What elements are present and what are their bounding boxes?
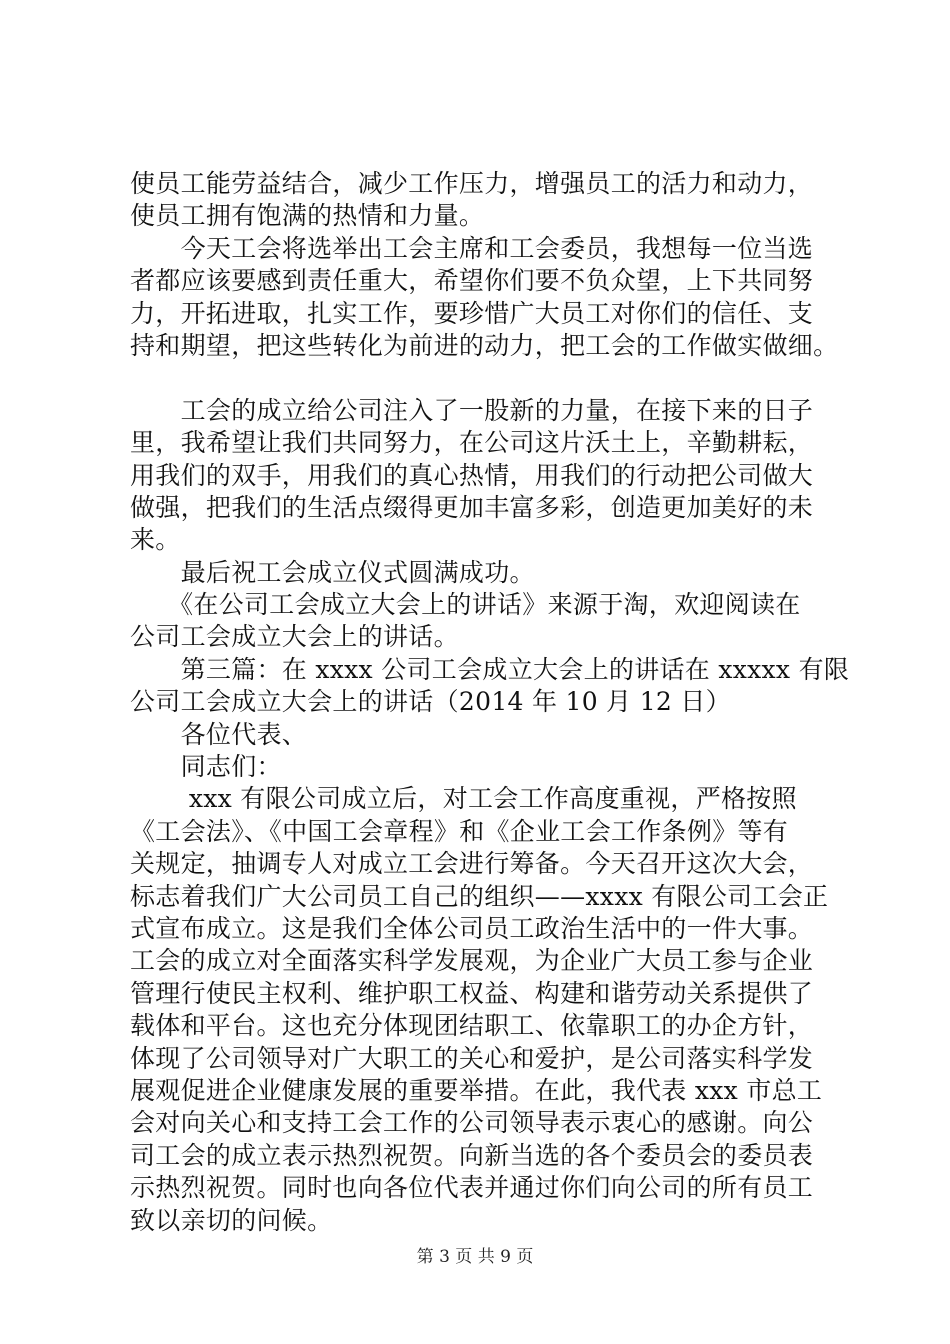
text-line: 公司工会成立大会上的讲话。: [130, 622, 459, 652]
text-line: 致以亲切的问候。: [130, 1205, 333, 1235]
text-line: 做强，把我们的生活点缀得更加丰富多彩，创造更加美好的未: [130, 492, 814, 522]
text-line: 司工会的成立表示热烈祝贺。向新当选的各个委员会的委员表: [130, 1140, 814, 1170]
text-line: 最后祝工会成立仪式圆满成功。: [130, 557, 535, 587]
text-line: 示热烈祝贺。同时也向各位代表并通过你们向公司的所有员工: [130, 1173, 814, 1203]
text-line: 公司工会成立大会上的讲话（2014 年 10 月 12 日）: [130, 687, 731, 717]
text-line: 《工会法》、《中国工会章程》和《企业工会工作条例》等有: [130, 816, 789, 846]
text-line: 力，开拓进取，扎实工作，要珍惜广大员工对你们的信任、支: [130, 298, 814, 328]
text-line: 《在公司工会成立大会上的讲话》来源于淘，欢迎阅读在: [130, 590, 801, 620]
text-line: 使员工拥有饱满的热情和力量。: [130, 201, 485, 231]
text-line: 使员工能劳益结合，减少工作压力，增强员工的活力和动力，: [130, 169, 814, 198]
text-line: 展观促进企业健康发展的重要举措。在此，我代表 xxx 市总工: [130, 1075, 823, 1105]
text-line: 今天工会将选举出工会主席和工会委员，我想每一位当选: [130, 233, 814, 263]
text-line: 来。: [130, 525, 181, 555]
document-body: [130, 168, 850, 1237]
text-line: 工会的成立对全面落实科学发展观，为企业广大员工参与企业: [130, 946, 814, 976]
text-line: 关规定，抽调专人对成立工会进行筹备。今天召开这次大会，: [130, 849, 814, 879]
text-line: 用我们的双手，用我们的真心热情，用我们的行动把公司做大: [130, 460, 814, 490]
page-footer: 第 3 页 共 9 页: [416, 1247, 534, 1267]
text-line: 各位代表、: [130, 719, 308, 749]
text-line: 式宣布成立。这是我们全体公司员工政治生活中的一件大事。: [130, 913, 814, 943]
text-line: 里，我希望让我们共同努力，在公司这片沃土上，辛勤耕耘，: [130, 428, 814, 458]
paragraph-gap: [130, 362, 830, 394]
text-line: 工会的成立给公司注入了一股新的力量，在接下来的日子: [130, 395, 814, 425]
text-line: 同志们：: [130, 752, 282, 782]
text-line: 管理行使民主权利、维护职工权益、构建和谐劳动关系提供了: [130, 978, 814, 1008]
text-line: 者都应该要感到责任重大，希望你们要不负众望，上下共同努: [130, 266, 814, 296]
text-line: 会对向关心和支持工会工作的公司领导表示衷心的感谢。向公: [130, 1108, 814, 1138]
text-line: 标志着我们广大公司员工自己的组织——xxxx 有限公司工会正: [130, 881, 829, 911]
text-line: 第三篇：在 xxxx 公司工会成立大会上的讲话在 xxxxx 有限: [130, 654, 850, 684]
text-line: xxx 有限公司成立后，对工会工作高度重视，严格按照: [130, 784, 797, 814]
text-line: 持和期望，把这些转化为前进的动力，把工会的工作做实做细。: [130, 330, 839, 360]
text-line: 体现了公司领导对广大职工的关心和爱护，是公司落实科学发: [130, 1043, 814, 1073]
text-line: 载体和平台。这也充分体现团结职工、依靠职工的办企方针，: [130, 1011, 814, 1041]
